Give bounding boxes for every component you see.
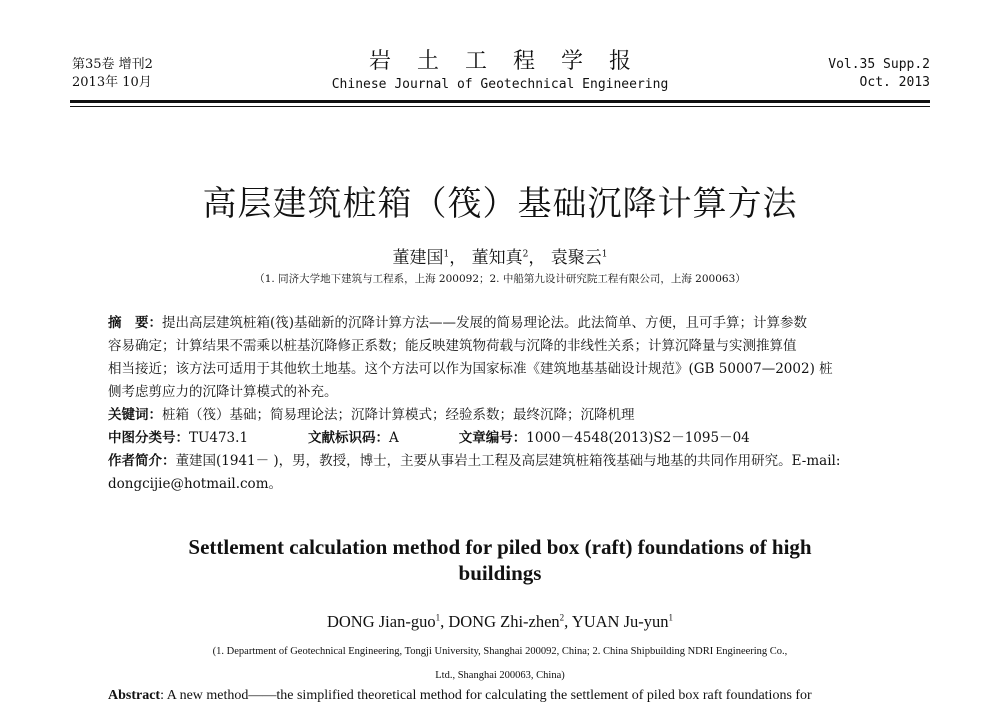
header-rule-thick <box>70 100 930 103</box>
volume-issue: 第35卷 增刊2 <box>72 57 153 72</box>
article-number: 1000－4548(2013)S2－1095－04 <box>526 430 750 446</box>
volume-issue-en: Vol.35 Supp.2 <box>828 57 930 72</box>
author-2-affil-cn: 2 <box>522 249 529 260</box>
author-3-en: YUAN Ju-yun <box>571 612 669 631</box>
author-2-cn: 董知真 <box>471 248 523 268</box>
paper-title-cn: 高层建筑桩箱（筏）基础沉降计算方法 <box>202 184 798 224</box>
clc-number: TU473.1 <box>189 430 249 446</box>
paper-title-en-line-2: buildings <box>458 561 542 585</box>
keywords-text-cn: 桩箱（筏）基础；简易理论法；沉降计算模式；经验系数；最终沉降；沉降机理 <box>162 407 635 423</box>
abstract-en <box>108 688 908 704</box>
paper-title-en <box>0 534 1000 586</box>
author-2-affil-en: 2 <box>559 612 565 623</box>
header-rule-thin <box>70 106 930 107</box>
abstract-cn <box>108 312 900 335</box>
author-1-en: DONG Jian-guo <box>326 612 436 631</box>
abstract-line-4: 侧考虑剪应力的沉降计算模式的补充。 <box>108 384 338 400</box>
affiliation-en-line-1: (1. Department of Geotechnical Engineering, Tongji University, Shanghai 200092, China; 2. China Shipbuilding NDRI Engineering Co., <box>212 646 788 657</box>
author-email: dongcijie@hotmail.com。 <box>108 476 282 492</box>
journal-name-cn: 岩土工程学报 <box>368 49 657 74</box>
classification-row <box>108 427 900 450</box>
doc-code-label: 文献标识码： <box>308 430 390 446</box>
paper-title-en-line-1: Settlement calculation method for piled box (raft) foundations of high <box>188 535 812 559</box>
publish-date-en: Oct. 2013 <box>859 75 930 90</box>
author-bio <box>108 450 900 473</box>
abstract-block-cn <box>108 312 900 496</box>
author-3-affil-cn: 1 <box>601 249 608 260</box>
journal-name-en: Chinese Journal of Geotechnical Engineering <box>331 77 669 92</box>
abstract-label-en: Abstract <box>108 688 161 703</box>
author-1-affil-cn: 1 <box>443 249 450 260</box>
issue-info-en <box>828 56 930 92</box>
author-3-cn: 袁聚云 <box>550 248 602 268</box>
doc-code: A <box>389 430 399 446</box>
abstract-line-2: 容易确定；计算结果不需乘以桩基沉降修正系数；能反映建筑物荷载与沉降的非线性关系；计算沉降量与实测推算值 <box>108 338 797 354</box>
author-bio-text: 董建国(1941－ )，男，教授，博士，主要从事岩土工程及高层建筑桩箱筏基础与地基的共同作用研究。E-mail: <box>175 453 841 469</box>
author-2-en: DONG Zhi-zhen <box>448 612 560 631</box>
publish-date: 2013年 10月 <box>72 75 152 90</box>
abstract-line-1: 提出高层建筑桩箱(筏)基础新的沉降计算方法——发展的简易理论法。此法简单、方便，且可手算；计算参数 <box>162 315 808 331</box>
authors-cn: 董建国$^1$， 董知真$^2$， 袁聚云$^1$ <box>392 248 608 268</box>
abstract-text-en: : A new method——the simplified theoretical method for calculating the settlement of piled box raft foundations for <box>160 688 812 703</box>
article-number-label: 文章编号： <box>458 430 527 446</box>
affiliation-en-line-2: Ltd., Shanghai 200063, China) <box>435 670 565 681</box>
affiliation-en <box>0 640 1000 688</box>
authors-en: DONG Jian-guo$^1$, DONG Zhi-zhen$^2$, YUAN Ju-yun$^1$ <box>326 612 674 631</box>
clc-label: 中图分类号： <box>108 430 189 446</box>
author-bio-label: 作者简介： <box>108 453 176 469</box>
author-3-affil-en: 1 <box>668 612 674 623</box>
abstract-label-cn: 摘 要： <box>108 315 162 331</box>
keywords-label-cn: 关键词： <box>108 407 162 423</box>
author-1-affil-en: 1 <box>435 612 441 623</box>
affiliation-cn: （1. 同济大学地下建筑与工程系，上海 200092；2. 中船第九设计研究院工程有限公司，上海 200063） <box>254 273 746 285</box>
abstract-line-3: 相当接近；该方法可适用于其他软土地基。这个方法可以作为国家标准《建筑地基基础设计规范》(GB 50007—2002) 桩 <box>108 361 833 377</box>
keywords-cn <box>108 404 900 427</box>
author-1-cn: 董建国 <box>392 248 444 268</box>
